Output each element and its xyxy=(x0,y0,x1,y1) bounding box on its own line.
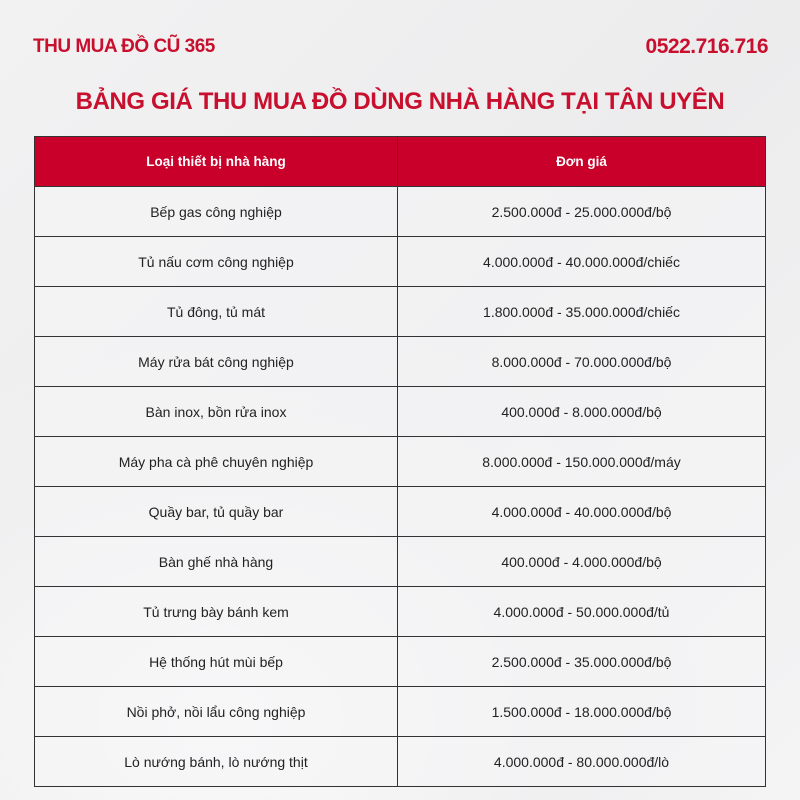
table-row xyxy=(35,737,766,787)
table-row xyxy=(35,387,766,437)
table-row xyxy=(35,687,766,737)
price-cell: 2.500.000đ - 35.000.000đ/bộ xyxy=(398,637,766,687)
price-cell: 4.000.000đ - 40.000.000đ/chiếc xyxy=(398,237,766,287)
table-row xyxy=(35,487,766,537)
column-header-price: Đơn giá xyxy=(398,137,766,187)
price-cell: 8.000.000đ - 70.000.000đ/bộ xyxy=(398,337,766,387)
equipment-cell: Tủ nấu cơm công nghiệp xyxy=(35,237,398,287)
table-row xyxy=(35,637,766,687)
equipment-cell: Tủ đông, tủ mát xyxy=(35,287,398,337)
price-table xyxy=(34,136,766,787)
equipment-cell: Bàn ghế nhà hàng xyxy=(35,537,398,587)
equipment-cell: Nồi phở, nồi lẩu công nghiệp xyxy=(35,687,398,737)
equipment-cell: Lò nướng bánh, lò nướng thịt xyxy=(35,737,398,787)
table-row xyxy=(35,287,766,337)
phone-number: 0522.716.716 xyxy=(645,35,768,58)
column-header-equipment: Loại thiết bị nhà hàng xyxy=(35,137,398,187)
equipment-cell: Bếp gas công nghiệp xyxy=(35,187,398,237)
brand-name: THU MUA ĐỒ CŨ 365 xyxy=(33,36,215,57)
price-cell: 8.000.000đ - 150.000.000đ/máy xyxy=(398,437,766,487)
table-row xyxy=(35,537,766,587)
equipment-cell: Bàn inox, bồn rửa inox xyxy=(35,387,398,437)
price-cell: 400.000đ - 4.000.000đ/bộ xyxy=(398,537,766,587)
table-row xyxy=(35,587,766,637)
price-cell: 400.000đ - 8.000.000đ/bộ xyxy=(398,387,766,437)
price-cell: 2.500.000đ - 25.000.000đ/bộ xyxy=(398,187,766,237)
price-cell: 1.800.000đ - 35.000.000đ/chiếc xyxy=(398,287,766,337)
equipment-cell: Máy pha cà phê chuyên nghiệp xyxy=(35,437,398,487)
price-cell: 1.500.000đ - 18.000.000đ/bộ xyxy=(398,687,766,737)
price-cell: 4.000.000đ - 80.000.000đ/lò xyxy=(398,737,766,787)
equipment-cell: Hệ thống hút mùi bếp xyxy=(35,637,398,687)
table-row xyxy=(35,237,766,287)
page-title: BẢNG GIÁ THU MUA ĐỒ DÙNG NHÀ HÀNG TẠI TÂN UYÊN xyxy=(75,88,725,115)
table-body xyxy=(35,187,766,787)
price-cell: 4.000.000đ - 50.000.000đ/tủ xyxy=(398,587,766,637)
table-row xyxy=(35,437,766,487)
table-header-row xyxy=(35,137,766,187)
equipment-cell: Quầy bar, tủ quầy bar xyxy=(35,487,398,537)
table-row xyxy=(35,187,766,237)
price-cell: 4.000.000đ - 40.000.000đ/bộ xyxy=(398,487,766,537)
equipment-cell: Máy rửa bát công nghiệp xyxy=(35,337,398,387)
table-row xyxy=(35,337,766,387)
equipment-cell: Tủ trưng bày bánh kem xyxy=(35,587,398,637)
